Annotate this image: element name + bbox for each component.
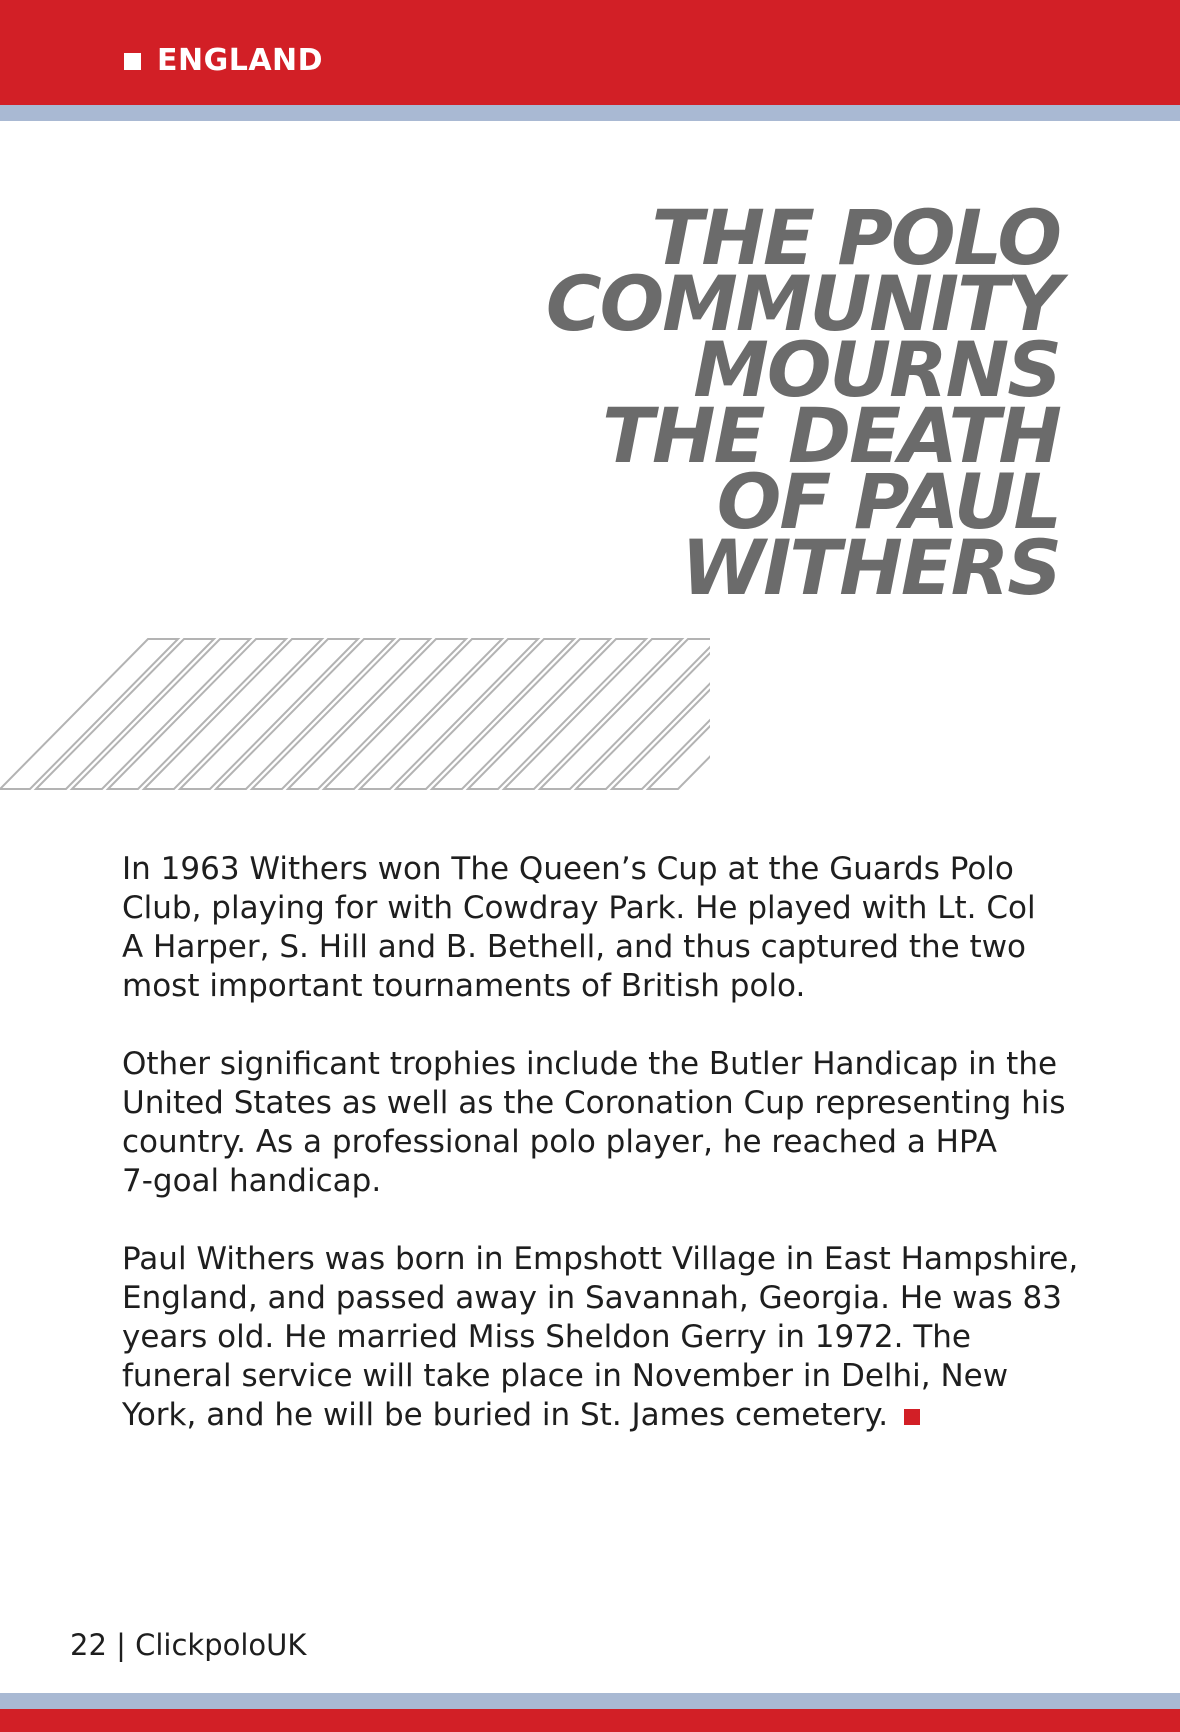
headline-line: WITHERS [681,523,1060,612]
end-of-article-square-icon [904,1409,920,1425]
square-bullet-icon [124,53,141,70]
page-footer-label: 22 | ClickpoloUK [70,1628,307,1662]
footer-stripe [0,1693,1180,1709]
headline-line: OF PAUL [716,457,1060,546]
article-body [122,850,1082,1474]
headline-line: THE POLO [651,193,1060,282]
footer-bar [0,1709,1180,1732]
headline-line: THE DEATH [602,391,1060,480]
header-stripe [0,105,1180,121]
section-tag [124,43,324,78]
article-paragraph: Other significant trophies include the Butler Handicap in the United States as well as the Coronation Cup representing his country. As a professional polo player, he reached a HPA 7-goal handicap. [122,1046,1066,1199]
diagonal-hatch-decoration [0,636,710,792]
article-paragraph-text: Paul Withers was born in Empshott Village in East Hampshire, England, and passed away in Savannah, Georgia. He was 83 years old. He married Miss Sheldon Gerry in 1972. The funeral service will take place in November in Delhi, New York, and he will be buried in St. James cemetery. [122,1241,1079,1433]
article-paragraph: In 1963 Withers won The Queen’s Cup at the Guards Polo Club, playing for with Cowdray Park. He played with Lt. Col A Harper, S. Hill and B. Bethell, and thus captured the two most important tournaments of British polo. [122,851,1036,1004]
headline-line: MOURNS [693,325,1060,414]
article-headline [420,193,1060,612]
headline-line: COMMUNITY [545,259,1060,348]
article-paragraph [122,1240,1082,1435]
section-label: ENGLAND [157,43,324,78]
